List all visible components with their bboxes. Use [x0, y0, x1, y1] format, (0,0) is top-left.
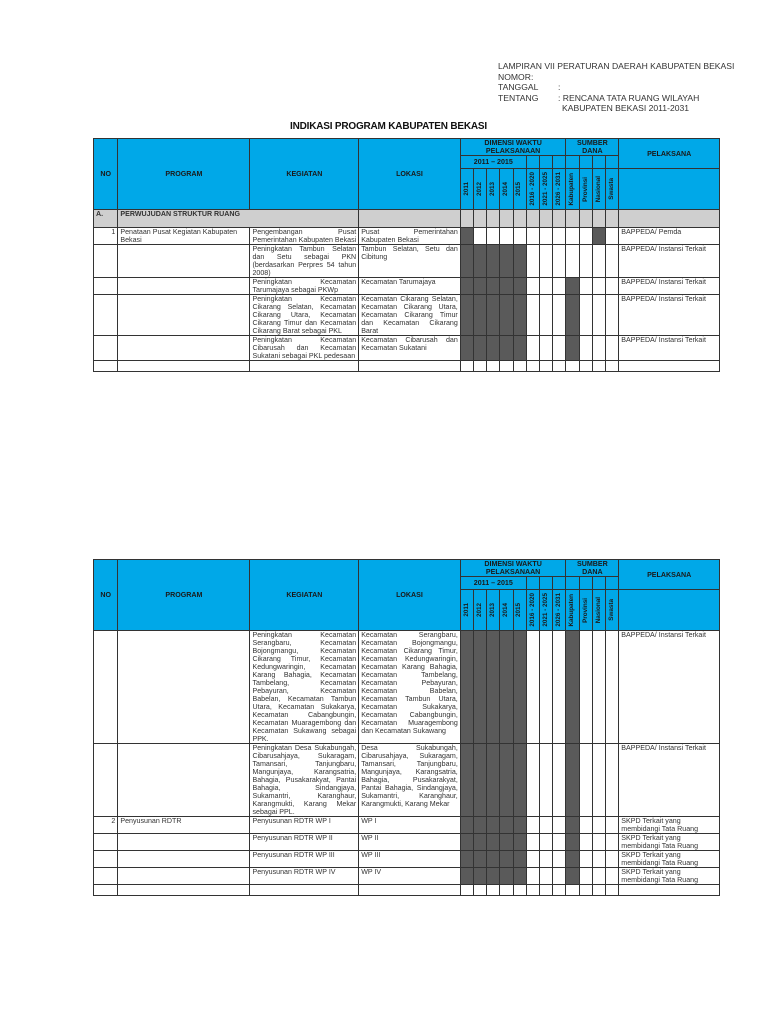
- fund-cell: [579, 245, 592, 278]
- col-header-fund: Kabupaten: [566, 590, 579, 631]
- row-pelaksana: BAPPEDA/ Instansi Terkait: [619, 295, 720, 336]
- fund-cell: [566, 631, 579, 744]
- row-pelaksana: BAPPEDA/ Instansi Terkait: [619, 744, 720, 817]
- time-cell: [513, 868, 526, 885]
- time-cell: [513, 278, 526, 295]
- time-cell: [460, 868, 473, 885]
- row-kegiatan: Peningkatan Desa Sukabungah, Cibarusahjaya, Sukaragam, Tamansari, Tanjungbaru, Mangunjaya, Karangsatria, Bahagia, Pusakarakyat, Pantai Bahagia, Sindangjaya, Sukamantri, Karanghaur, Karangmukti, Karang Mekar sebagai PPL.: [250, 744, 359, 817]
- fund-cell: [566, 295, 579, 336]
- table-row: [94, 834, 720, 851]
- time-cell: [526, 817, 539, 834]
- time-cell: [460, 228, 473, 245]
- time-cell: [513, 744, 526, 817]
- time-cell: [500, 245, 513, 278]
- time-cell: [474, 295, 487, 336]
- time-cell: [500, 851, 513, 868]
- time-cell: [526, 631, 539, 744]
- time-cell: [540, 295, 553, 336]
- time-cell: [526, 278, 539, 295]
- row-no: [94, 245, 118, 278]
- indikasi-program-table-1: [93, 138, 720, 372]
- time-cell: [487, 851, 500, 868]
- time-cell: [526, 245, 539, 278]
- col-header-fund: Provinsi: [579, 169, 592, 210]
- fund-cell: [592, 834, 605, 851]
- row-lokasi: WP I: [359, 817, 461, 834]
- tanggal-label: TANGGAL: [498, 82, 539, 92]
- row-lokasi: Kecamatan Cibarusah dan Kecamatan Sukatani: [359, 336, 461, 361]
- row-pelaksana: SKPD Terkait yang membidangi Tata Ruang: [619, 834, 720, 851]
- time-cell: [500, 868, 513, 885]
- time-cell: [474, 336, 487, 361]
- time-cell: [500, 228, 513, 245]
- time-cell: [500, 278, 513, 295]
- fund-cell: [566, 278, 579, 295]
- row-program: [118, 851, 250, 868]
- col-header-no: NO: [94, 560, 118, 631]
- col-header-fund: Provinsi: [579, 590, 592, 631]
- document-header: [498, 61, 734, 114]
- fund-cell: [606, 245, 619, 278]
- fund-cell: [566, 834, 579, 851]
- row-lokasi: Tambun Selatan, Setu dan Cibitung: [359, 245, 461, 278]
- section-row: [94, 210, 720, 228]
- row-no: [94, 295, 118, 336]
- col-header-year: 2011: [460, 169, 473, 210]
- time-cell: [474, 868, 487, 885]
- empty-row: [94, 885, 720, 896]
- col-header-year: 2026 - 2031: [553, 590, 566, 631]
- time-cell: [513, 228, 526, 245]
- fund-cell: [579, 278, 592, 295]
- time-cell: [487, 817, 500, 834]
- table-row: [94, 245, 720, 278]
- time-cell: [460, 817, 473, 834]
- col-header-year: 2012: [474, 169, 487, 210]
- fund-cell: [566, 868, 579, 885]
- time-cell: [460, 336, 473, 361]
- row-kegiatan: Peningkatan Tambun Selatan dan Setu sebagai PKN (berdasarkan Perpres 54 tahun 2008): [250, 245, 359, 278]
- table-row: [94, 228, 720, 245]
- section-label: PERWUJUDAN STRUKTUR RUANG: [118, 210, 359, 228]
- table-row: [94, 336, 720, 361]
- col-header-kegiatan: KEGIATAN: [250, 139, 359, 210]
- fund-cell: [592, 295, 605, 336]
- row-program: [118, 744, 250, 817]
- time-cell: [553, 631, 566, 744]
- table-row: [94, 868, 720, 885]
- col-header-fund: Swasta: [606, 590, 619, 631]
- time-cell: [474, 245, 487, 278]
- time-cell: [540, 336, 553, 361]
- time-cell: [487, 834, 500, 851]
- time-cell: [553, 228, 566, 245]
- time-cell: [487, 245, 500, 278]
- fund-cell: [606, 868, 619, 885]
- row-kegiatan: Penyusunan RDTR WP III: [250, 851, 359, 868]
- time-cell: [526, 228, 539, 245]
- table-row: [94, 817, 720, 834]
- fund-cell: [606, 631, 619, 744]
- fund-cell: [606, 744, 619, 817]
- row-no: [94, 868, 118, 885]
- fund-cell: [592, 228, 605, 245]
- col-header-year: 2026 - 2031: [553, 169, 566, 210]
- col-header-fund: Kabupaten: [566, 169, 579, 210]
- fund-cell: [566, 245, 579, 278]
- time-cell: [500, 834, 513, 851]
- time-cell: [513, 336, 526, 361]
- fund-cell: [592, 336, 605, 361]
- fund-cell: [566, 228, 579, 245]
- row-lokasi: WP II: [359, 834, 461, 851]
- time-cell: [513, 245, 526, 278]
- row-program: [118, 295, 250, 336]
- time-cell: [526, 744, 539, 817]
- col-header-year: 2014: [500, 590, 513, 631]
- fund-cell: [566, 851, 579, 868]
- time-cell: [540, 851, 553, 868]
- row-program: [118, 336, 250, 361]
- tanggal-line: [498, 82, 734, 93]
- fund-cell: [579, 631, 592, 744]
- row-lokasi: Desa Sukabungah, Cibarusahjaya, Sukaragam, Tamansari, Tanjungbaru, Mangunjaya, Karangsatria, Bahagia, Pusakarakyat, Pantai Bahagia, Sindangjaya, Sukamantri, Karanghaur, Karangmukti, Karang Mekar: [359, 744, 461, 817]
- time-cell: [540, 228, 553, 245]
- tanggal-separator: :: [558, 82, 561, 92]
- fund-cell: [606, 834, 619, 851]
- row-kegiatan: Pengembangan Pusat Pemerintahan Kabupaten Bekasi: [250, 228, 359, 245]
- fund-cell: [592, 631, 605, 744]
- row-pelaksana: SKPD Terkait yang membidangi Tata Ruang: [619, 868, 720, 885]
- document-title: INDIKASI PROGRAM KABUPATEN BEKASI: [290, 121, 487, 132]
- row-pelaksana: SKPD Terkait yang membidangi Tata Ruang: [619, 817, 720, 834]
- fund-cell: [579, 336, 592, 361]
- row-lokasi: Pusat Pemerintahan Kabupaten Bekasi: [359, 228, 461, 245]
- tentang-label: TENTANG: [498, 92, 539, 103]
- time-cell: [500, 631, 513, 744]
- col-header-year: 2015: [513, 169, 526, 210]
- col-header-no: NO: [94, 139, 118, 210]
- fund-cell: [566, 817, 579, 834]
- time-cell: [553, 834, 566, 851]
- time-cell: [487, 295, 500, 336]
- table-row: [94, 631, 720, 744]
- fund-cell: [592, 868, 605, 885]
- fund-cell: [606, 336, 619, 361]
- time-cell: [460, 631, 473, 744]
- nomor-line: NOMOR:: [498, 71, 534, 82]
- fund-cell: [579, 868, 592, 885]
- row-pelaksana: BAPPEDA/ Instansi Terkait: [619, 278, 720, 295]
- time-cell: [553, 744, 566, 817]
- time-cell: [526, 851, 539, 868]
- row-kegiatan: Peningkatan Kecamatan Serangbaru, Kecamatan Bojongmangu, Kecamatan Cikarang Timur, Kecamatan Kedungwaringin, Kecamatan Karang Bahagia, Kecamatan Tambelang, Kecamatan Pebayuran, Kecamatan Babelan, Kecamatan Tambun Utara, Kecamatan Sukakarya, Kecamatan Cabangbungin, Kecamatan Muaragembong dan Kecamatan Sukawang sebagai PPK.: [250, 631, 359, 744]
- fund-cell: [579, 817, 592, 834]
- time-cell: [540, 744, 553, 817]
- indikasi-program-table-2: [93, 559, 720, 896]
- time-cell: [474, 631, 487, 744]
- col-header-year: 2016 - 2020: [526, 169, 539, 210]
- row-pelaksana: BAPPEDA/ Pemda: [619, 228, 720, 245]
- time-cell: [460, 278, 473, 295]
- fund-cell: [579, 851, 592, 868]
- time-cell: [526, 295, 539, 336]
- time-cell: [474, 278, 487, 295]
- fund-cell: [579, 295, 592, 336]
- fund-cell: [592, 851, 605, 868]
- time-cell: [487, 278, 500, 295]
- row-lokasi: Kecamatan Tarumajaya: [359, 278, 461, 295]
- time-cell: [540, 278, 553, 295]
- table-row: [94, 278, 720, 295]
- row-kegiatan: Peningkatan Kecamatan Tarumajaya sebagai PKWp: [250, 278, 359, 295]
- time-cell: [526, 336, 539, 361]
- fund-cell: [606, 817, 619, 834]
- time-cell: [500, 817, 513, 834]
- time-cell: [474, 817, 487, 834]
- col-header-lokasi: LOKASI: [359, 560, 461, 631]
- row-program: Penyusunan RDTR: [118, 817, 250, 834]
- time-cell: [526, 834, 539, 851]
- time-cell: [474, 834, 487, 851]
- col-header-sumber: SUMBER DANA: [566, 560, 619, 577]
- row-no: [94, 851, 118, 868]
- row-no: [94, 278, 118, 295]
- time-cell: [553, 245, 566, 278]
- table-row: [94, 295, 720, 336]
- col-header-dimensi: DIMENSI WAKTU PELAKSANAAN: [460, 560, 566, 577]
- table-row: [94, 744, 720, 817]
- row-lokasi: Kecamatan Cikarang Selatan, Kecamatan Cikarang Utara, Kecamatan Cikarang Timur dan Kecamatan Cikarang Barat: [359, 295, 461, 336]
- time-cell: [460, 834, 473, 851]
- col-header-dimensi: DIMENSI WAKTU PELAKSANAAN: [460, 139, 566, 156]
- row-program: [118, 834, 250, 851]
- row-pelaksana: BAPPEDA/ Instansi Terkait: [619, 245, 720, 278]
- time-cell: [553, 295, 566, 336]
- tentang-line: [498, 93, 734, 104]
- col-header-pelaksana: PELAKSANA: [619, 139, 720, 169]
- col-header-year: 2011: [460, 590, 473, 631]
- time-cell: [500, 336, 513, 361]
- row-lokasi: WP III: [359, 851, 461, 868]
- fund-cell: [566, 336, 579, 361]
- row-pelaksana: BAPPEDA/ Instansi Terkait: [619, 336, 720, 361]
- row-kegiatan: Penyusunan RDTR WP IV: [250, 868, 359, 885]
- fund-cell: [579, 228, 592, 245]
- fund-cell: [579, 744, 592, 817]
- time-cell: [513, 631, 526, 744]
- fund-cell: [606, 851, 619, 868]
- col-header-year: 2013: [487, 590, 500, 631]
- row-no: [94, 336, 118, 361]
- row-lokasi: WP IV: [359, 868, 461, 885]
- time-cell: [460, 851, 473, 868]
- row-lokasi: Kecamatan Serangbaru, Kecamatan Bojongmangu, Kecamatan Cikarang Timur, Kecamatan Kedungwaringin, Kecamatan Karang Bahagia, Kecamatan Tambelang, Kecamatan Pebayuran, Kecamatan Babelan, Kecamatan Tambun Utara, Kecamatan Sukakarya, Kecamatan Cabangbungin, Kecamatan Muaragembong dan Kecamatan Sukawang: [359, 631, 461, 744]
- col-header-program: PROGRAM: [118, 560, 250, 631]
- table-row: [94, 851, 720, 868]
- col-header-fund: Swasta: [606, 169, 619, 210]
- row-no: [94, 834, 118, 851]
- time-cell: [553, 868, 566, 885]
- time-cell: [487, 228, 500, 245]
- col-header-sumber: SUMBER DANA: [566, 139, 619, 156]
- time-cell: [513, 834, 526, 851]
- col-header-fund: Nasional: [592, 169, 605, 210]
- time-cell: [500, 295, 513, 336]
- col-header-kegiatan: KEGIATAN: [250, 560, 359, 631]
- col-header-period: 2011 – 2015: [460, 156, 526, 169]
- col-header-year: 2021 - 2025: [540, 590, 553, 631]
- col-header-year: 2014: [500, 169, 513, 210]
- fund-cell: [592, 817, 605, 834]
- col-header-fund: Nasional: [592, 590, 605, 631]
- row-kegiatan: Penyusunan RDTR WP I: [250, 817, 359, 834]
- time-cell: [474, 744, 487, 817]
- time-cell: [540, 817, 553, 834]
- row-kegiatan: Penyusunan RDTR WP II: [250, 834, 359, 851]
- time-cell: [540, 868, 553, 885]
- row-kegiatan: Peningkatan Kecamatan Cibarusah dan Kecamatan Sukatani sebagai PKL pedesaan: [250, 336, 359, 361]
- time-cell: [487, 868, 500, 885]
- empty-row: [94, 361, 720, 372]
- row-no: [94, 631, 118, 744]
- fund-cell: [606, 278, 619, 295]
- fund-cell: [606, 295, 619, 336]
- fund-cell: [579, 834, 592, 851]
- time-cell: [540, 245, 553, 278]
- time-cell: [540, 631, 553, 744]
- col-header-year: 2013: [487, 169, 500, 210]
- time-cell: [513, 295, 526, 336]
- row-no: [94, 744, 118, 817]
- col-header-period: 2011 – 2015: [460, 577, 526, 590]
- time-cell: [526, 868, 539, 885]
- time-cell: [474, 228, 487, 245]
- col-header-year: 2021 - 2025: [540, 169, 553, 210]
- time-cell: [487, 744, 500, 817]
- fund-cell: [592, 278, 605, 295]
- time-cell: [513, 851, 526, 868]
- row-pelaksana: BAPPEDA/ Instansi Terkait: [619, 631, 720, 744]
- time-cell: [460, 744, 473, 817]
- section-code: A.: [94, 210, 118, 228]
- fund-cell: [592, 744, 605, 817]
- row-kegiatan: Peningkatan Kecamatan Cikarang Selatan, Kecamatan Cikarang Utara, Kecamatan Cikarang Timur dan Kecamatan Cikarang Barat sebagai PKL: [250, 295, 359, 336]
- col-header-lokasi: LOKASI: [359, 139, 461, 210]
- time-cell: [540, 834, 553, 851]
- time-cell: [460, 245, 473, 278]
- fund-cell: [606, 228, 619, 245]
- time-cell: [500, 744, 513, 817]
- time-cell: [460, 295, 473, 336]
- row-no: 1: [94, 228, 118, 245]
- time-cell: [487, 631, 500, 744]
- row-program: [118, 245, 250, 278]
- time-cell: [513, 817, 526, 834]
- row-program: [118, 868, 250, 885]
- col-header-year: 2016 - 2020: [526, 590, 539, 631]
- col-header-pelaksana: PELAKSANA: [619, 560, 720, 590]
- time-cell: [553, 851, 566, 868]
- lampiran-line: LAMPIRAN VII PERATURAN DAERAH KABUPATEN BEKASI: [498, 61, 735, 71]
- time-cell: [553, 278, 566, 295]
- col-header-year: 2015: [513, 590, 526, 631]
- row-pelaksana: SKPD Terkait yang membidangi Tata Ruang: [619, 851, 720, 868]
- col-header-program: PROGRAM: [118, 139, 250, 210]
- row-no: 2: [94, 817, 118, 834]
- fund-cell: [566, 744, 579, 817]
- time-cell: [553, 336, 566, 361]
- fund-cell: [592, 245, 605, 278]
- time-cell: [553, 817, 566, 834]
- time-cell: [487, 336, 500, 361]
- tentang-value-line2: KABUPATEN BEKASI 2011-2031: [562, 103, 690, 113]
- tentang-value: : RENCANA TATA RUANG WILAYAH: [558, 92, 700, 103]
- row-program: Penataan Pusat Kegiatan Kabupaten Bekasi: [118, 228, 250, 245]
- row-program: [118, 278, 250, 295]
- row-program: [118, 631, 250, 744]
- col-header-year: 2012: [474, 590, 487, 631]
- time-cell: [474, 851, 487, 868]
